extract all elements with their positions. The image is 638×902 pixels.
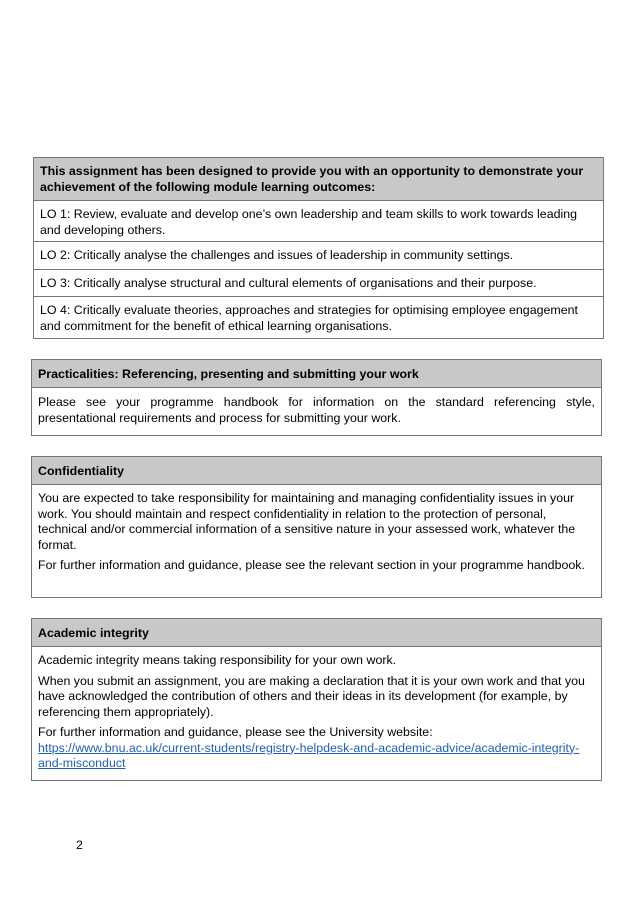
learning-outcome-1: LO 1: Review, evaluate and develop one’s own leadership and team skills to work towards leading and developing others. [34, 201, 603, 242]
learning-outcome-2: LO 2: Critically analyse the challenges and issues of leadership in community settings. [34, 242, 603, 270]
confidentiality-section [31, 456, 602, 598]
academic-integrity-body [32, 647, 601, 772]
academic-integrity-guidance-text: For further information and guidance, please see the University website: [38, 725, 433, 739]
practicalities-header: Practicalities: Referencing, presenting and submitting your work [32, 360, 601, 388]
confidentiality-header: Confidentiality [32, 457, 601, 485]
practicalities-text: Please see your programme handbook for information on the standard referencing style, presentational requirements and process for submitting your work. [38, 395, 595, 425]
academic-integrity-guidance [38, 725, 595, 772]
academic-integrity-link[interactable]: https://www.bnu.ac.uk/current-students/registry-helpdesk-and-academic-advice/academic-integrity-and-misconduct [38, 740, 580, 770]
learning-outcomes-table [33, 157, 604, 339]
academic-integrity-definition: Academic integrity means taking responsibility for your own work. [38, 653, 397, 667]
confidentiality-guidance: For further information and guidance, please see the relevant section in your programme handbook. [38, 558, 585, 572]
learning-outcomes-header: This assignment has been designed to provide you with an opportunity to demonstrate your achievement of the following module learning outcomes: [34, 158, 603, 201]
academic-integrity-declaration: When you submit an assignment, you are making a declaration that it is your own work and that you have acknowledged the contribution of others and their ideas in its development (for example, by referencing them appropriately). [38, 673, 585, 719]
page-number: 2 [76, 838, 83, 852]
practicalities-section [31, 359, 602, 436]
academic-integrity-header: Academic integrity [32, 619, 601, 647]
confidentiality-body [32, 485, 601, 574]
learning-outcome-3: LO 3: Critically analyse structural and cultural elements of organisations and their purpose. [34, 270, 603, 297]
academic-integrity-section [31, 618, 602, 781]
confidentiality-paragraph: You are expected to take responsibility for maintaining and managing confidentiality issues in your work. You should maintain and respect confidentiality in relation to the protection of personal, technical and/or commercial information of a sensitive nature in your assessed work, whatever the format. [38, 491, 576, 552]
learning-outcome-4: LO 4: Critically evaluate theories, approaches and strategies for optimising employee engagement and commitment for the benefit of ethical learning organisations. [40, 303, 578, 333]
